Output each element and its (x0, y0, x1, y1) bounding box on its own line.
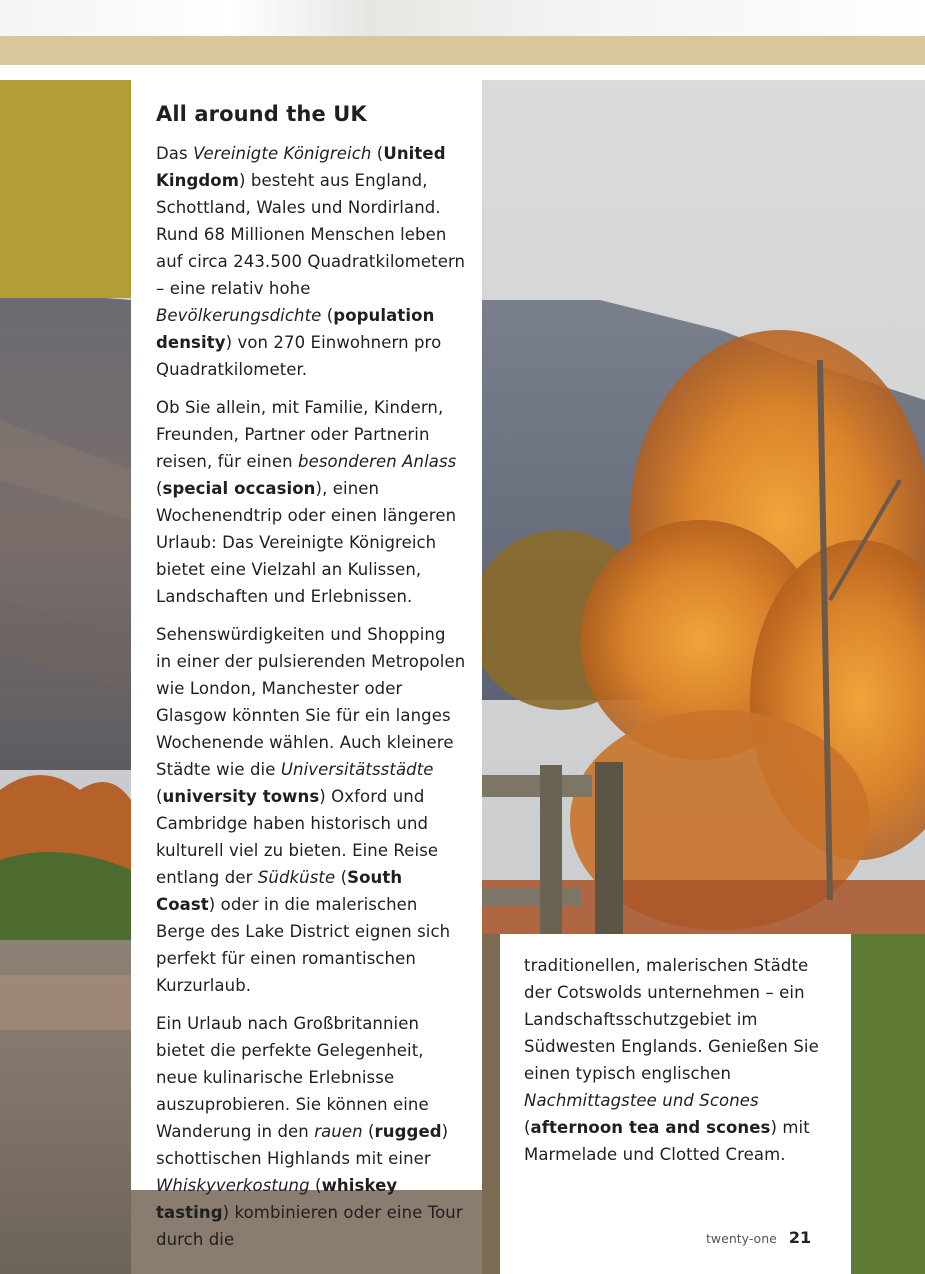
page-number: 21 (788, 1228, 812, 1247)
german-term: rauen (314, 1122, 363, 1141)
german-term: Universitätsstädte (280, 760, 434, 779)
english-term: South Coast (156, 868, 403, 914)
text-run: traditionellen, malerischen Städte der Cotswolds unternehmen – ein Landschaftsschutzgebiet im Südwesten Englands. Genießen Sie einen typisch englischen (524, 956, 819, 1083)
text-run: ) schottischen Highlands mit einer (156, 1122, 449, 1168)
header-gold-band (0, 36, 925, 65)
olive-accent-block (0, 80, 131, 298)
english-term: whiskey tasting (156, 1176, 398, 1222)
text-run: ( (524, 1118, 531, 1137)
text-run: ) oder in die malerischen Berge des Lake District eignen sich perfekt für einen romantischen Kurzurlaub. (156, 895, 451, 995)
top-photo-strip (0, 0, 925, 36)
text-run: ) Oxford und Cambridge haben historisch und kulturell viel zu bieten. Eine Reise entlang der (156, 787, 439, 887)
german-term: Vereinigte Königreich (193, 144, 372, 163)
text-run: ( (321, 306, 334, 325)
article-heading: All around the UK (156, 102, 367, 126)
german-term: Whiskyverkostung (156, 1176, 310, 1195)
english-term: rugged (374, 1122, 442, 1141)
text-run: ( (362, 1122, 375, 1141)
text-run: Ob Sie allein, mit Familie, Kindern, Freunden, Partner oder Partnerin reisen, für einen (156, 398, 444, 471)
main-article (156, 100, 466, 1264)
text-run: Sehenswürdigkeiten und Shopping in einer der pulsierenden Metropolen wie London, Manchester oder Glasgow könnten Sie für ein langes Wochenende wählen. Auch kleinere Städte wie die (156, 625, 466, 779)
text-run: Das (156, 144, 194, 163)
text-run: ) kombinieren oder eine Tour durch die (156, 1203, 463, 1249)
text-run: Ein Urlaub nach Großbritannien bietet die perfekte Gelegenheit, neue kulinarische Erlebnisse auszuprobieren. Sie können eine Wanderung in den (156, 1014, 429, 1141)
page-footer (706, 1228, 811, 1247)
german-term: Bevölkerungsdichte (156, 306, 322, 325)
english-term: afternoon tea and scones (530, 1118, 771, 1137)
german-term: besonderen Anlass (298, 452, 457, 471)
text-run: ( (335, 868, 348, 887)
text-run: ( (156, 787, 163, 806)
continuation-body (524, 952, 834, 1168)
paragraph (156, 1010, 466, 1253)
english-term: special occasion (162, 479, 316, 498)
paragraph (524, 952, 834, 1168)
paragraph (156, 621, 466, 999)
paragraph (156, 394, 466, 610)
text-run: ) mit Marmelade und Clotted Cream. (524, 1118, 810, 1164)
german-term: Südküste (257, 868, 336, 887)
german-term: Nachmittagstee und Scones (524, 1091, 759, 1110)
article-continuation (524, 952, 834, 1179)
text-run: ), einen Wochenendtrip oder einen längeren Urlaub: Das Vereinigte Königreich bietet eine Vielzahl an Kulissen, Landschaften und Erlebnissen. (156, 479, 457, 606)
header-gap (0, 65, 925, 80)
english-term: population density (156, 306, 435, 352)
text-run: ( (156, 479, 163, 498)
page-number-word: twenty-one (706, 1231, 777, 1246)
article-body (156, 140, 466, 1253)
text-run: ( (309, 1176, 322, 1195)
text-run: ) von 270 Einwohnern pro Quadratkilometer. (156, 333, 442, 379)
text-run: ( (371, 144, 384, 163)
english-term: United Kingdom (156, 144, 446, 190)
text-run: ) besteht aus England, Schottland, Wales und Nordirland. Rund 68 Millionen Menschen leben auf circa 243.500 Quadratkilometern – eine relativ hohe (156, 171, 466, 298)
english-term: university towns (162, 787, 320, 806)
paragraph (156, 140, 466, 383)
